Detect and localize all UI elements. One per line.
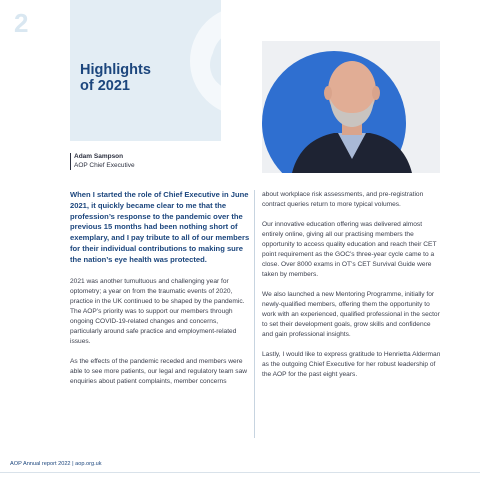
body-paragraph: We also launched a new Mentoring Programme, initially for newly-qualified members, offering them the opportunity to work with an experienced, qualified professional in the sector to set their development goals, grow skills and confidence and gain professional insights. bbox=[262, 291, 440, 338]
body-paragraph: Lastly, I would like to express gratitude to Henrietta Alderman as the outgoing Chief Executive for her robust leadership of the AOP for the past eight years. bbox=[262, 351, 441, 378]
author-byline bbox=[70, 153, 135, 170]
page-number: 2 bbox=[14, 8, 29, 38]
footer-text: AOP Annual report 2022 | aop.org.uk bbox=[10, 461, 102, 467]
author-photo bbox=[262, 41, 440, 173]
left-column bbox=[70, 190, 250, 397]
body-paragraph: about workplace risk assessments, and pre-registration contract queries return to more typical volumes. bbox=[262, 191, 424, 208]
footer-rule bbox=[0, 472, 480, 473]
column-divider bbox=[254, 190, 255, 438]
body-paragraph: Our innovative education offering was delivered almost entirely online, giving all our practising members the opportunity to access quality education and reach their CET point requirement as the GOC’s three-year cycle came to a close. Over 8000 exams in OT’s CET Survival Guide were taken by members. bbox=[262, 221, 437, 278]
body-paragraph: As the effects of the pandemic receded and members were able to see more patients, our legal and regulatory team saw enquiries about patient complaints, member concerns bbox=[70, 357, 248, 385]
portrait-illustration bbox=[262, 41, 440, 173]
author-name: Adam Sampson bbox=[74, 153, 124, 160]
intro-paragraph: When I started the role of Chief Executive in June 2021, it quickly became clear to me that the profession’s response to the pandemic over the previous 15 months had been nothing short of exemplary, and I pay tribute to all of our members for their individual contributions to making sure the nation’s eye health was protected. bbox=[70, 190, 250, 264]
page-title: Highlights of 2021 bbox=[80, 62, 151, 94]
author-role: AOP Chief Executive bbox=[74, 161, 135, 169]
body-paragraph: 2021 was another tumultuous and challenging year for optometry; a year on from the traumatic events of 2020, practice in the UK continued to be shaped by the pandemic. The AOP’s priority was to support our members through ongoing COVID-19-related changes and concerns, particularly around safe practice and employment-related issues. bbox=[70, 277, 245, 345]
right-column bbox=[262, 190, 442, 390]
